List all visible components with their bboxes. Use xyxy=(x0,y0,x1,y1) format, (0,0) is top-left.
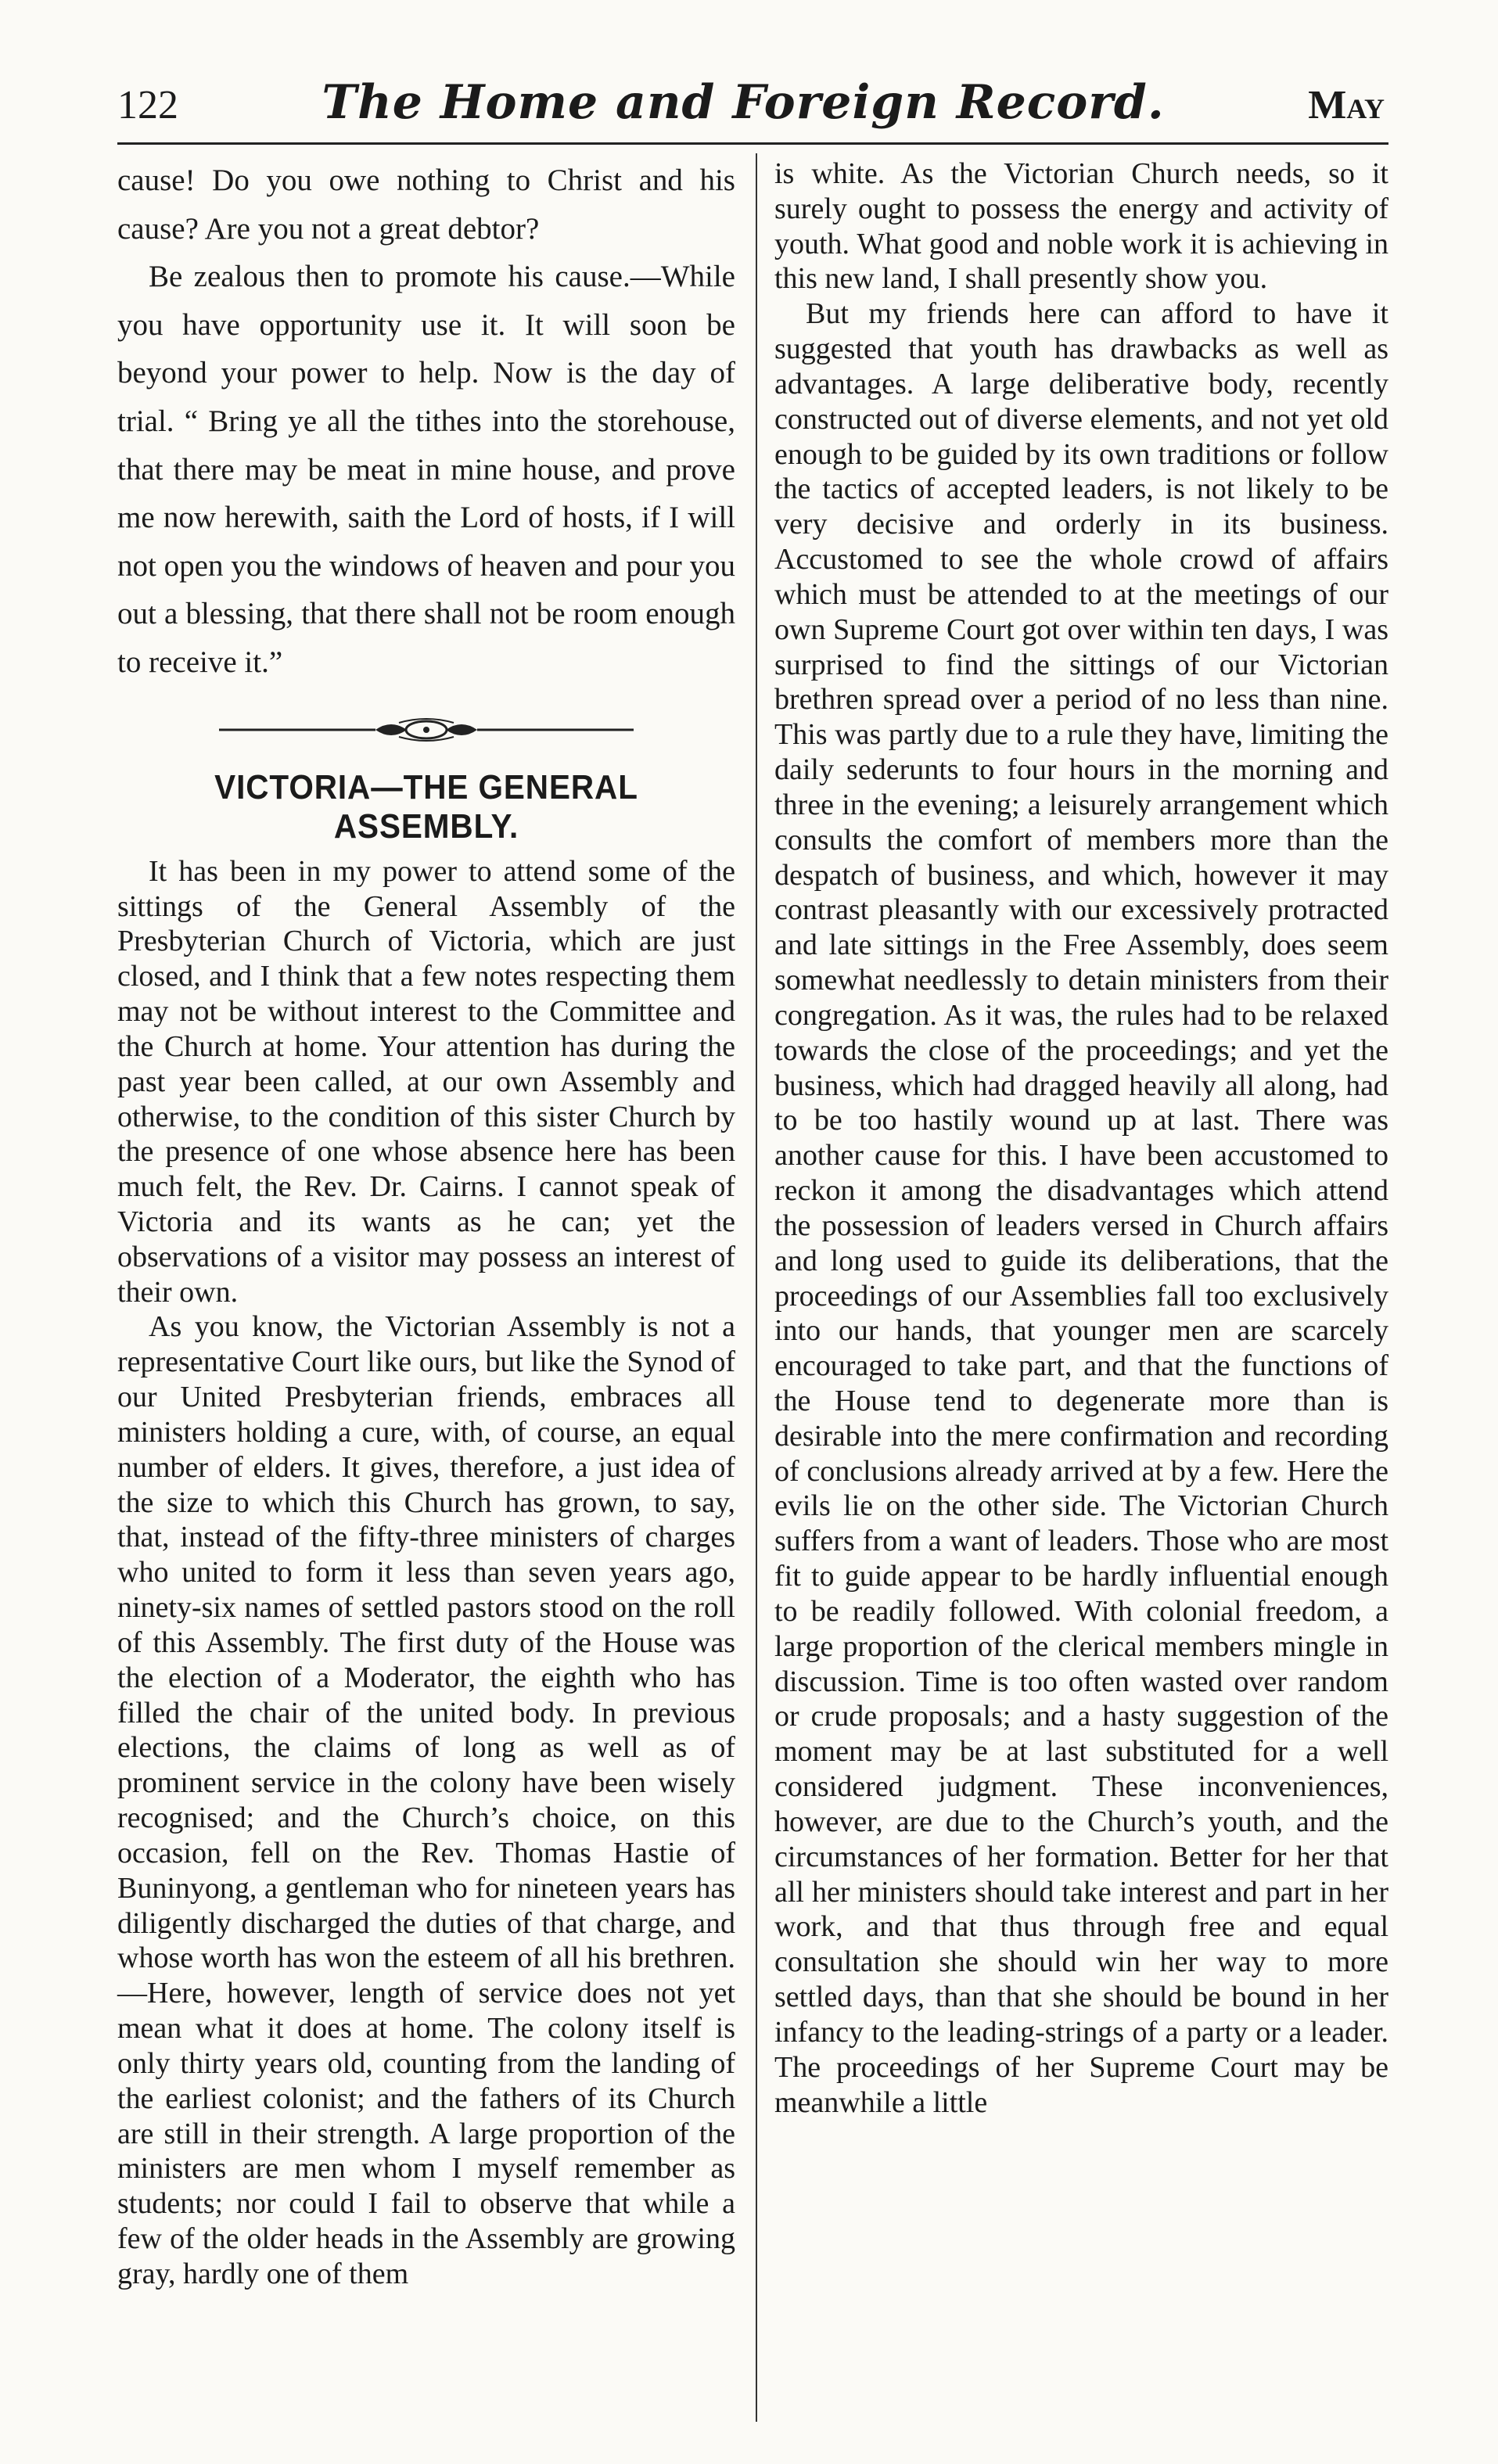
article-paragraph: It has been in my power to attend some of the sittings of the General Assembly of the Presbyterian Church of Victoria, which are just closed, and I think that a few notes respecting them may not be without interest to the Committee and the Church at home. Your attention has during the past year been called, at our own Assembly and otherwise, to the condition of this sister Church by the presence of one whose absence here has been much felt, the Rev. Dr. Cairns. I cannot speak of Victoria and its wants as he can; yet the observations of a visitor may possess an interest of their own. xyxy=(117,854,735,1309)
column-divider xyxy=(756,153,757,2422)
article-paragraph: is white. As the Victorian Church needs, so it surely ought to possess the energy and activity of youth. What good and noble work it is achieving in this new land, I shall presently show you. xyxy=(774,157,1388,296)
intro-paragraph: cause! Do you owe nothing to Christ and his cause? Are you not a great debtor? xyxy=(117,163,735,246)
page-month: May xyxy=(1308,83,1385,128)
ornament-divider-icon xyxy=(117,718,735,742)
page-number: 122 xyxy=(117,83,178,128)
article-paragraph: As you know, the Victorian Assembly is not a representative Court like ours, but like the Synod of our United Presbyterian friends, embraces all ministers holding a cure, with, of course, an equal number of elders. It gives, therefore, a just idea of the size to which this Church has grown, to say, that, instead of the fifty-three ministers of charges who united to form it less than seven years ago, ninety-six names of settled pastors stood on the roll of this Assembly. The first duty of the House was the election of a Moderator, the eighth who has filled the chair of the united body. In previous elections, the claims of long as well as of prominent service in the colony have been wisely recognised; and the Church’s choice, on this occasion, fell on the Rev. Thomas Hastie of Buninyong, a gentleman who for nineteen years has diligently discharged the duties of that charge, and whose worth has won the esteem of all his brethren.—Here, however, length of service does not yet mean what it does at home. The colony itself is only thirty years old, counting from the landing of the earliest colonist; and the fathers of its Church are still in their strength. A large proportion of the ministers are men whom I myself remember as students; nor could I fail to observe that while a few of the older heads in the Assembly are growing gray, hardly one of them xyxy=(117,1310,735,2290)
left-column xyxy=(117,156,735,2292)
article-title: VICTORIA—THE GENERAL ASSEMBLY. xyxy=(214,767,638,846)
header-rule xyxy=(117,142,1388,145)
right-column xyxy=(774,156,1388,2120)
journal-title: The Home and Foreign Record. xyxy=(322,75,1165,130)
intro-paragraph: Be zealous then to promote his cause.—While you have opportunity use it. It will soon be beyond your power to help. Now is the day of trial. “ Bring ye all the tithes into the storehouse, that there may be meat in mine house, and prove me now herewith, saith the Lord of hosts, if I will not open you the windows of heaven and pour you out a blessing, that there shall not be room enough to receive it.” xyxy=(117,260,735,680)
page-header xyxy=(117,75,1385,130)
article-paragraph: But my friends here can afford to have it suggested that youth has drawbacks as well as advantages. A large deliberative body, recently constructed out of diverse elements, and not yet old enough to be guided by its own traditions or follow the tactics of accepted leaders, is not likely to be very decisive and orderly in its business. Accustomed to see the whole crowd of affairs which must be attended to at the meetings of our own Supreme Court got over within ten days, I was surprised to find the sittings of our Victorian brethren spread over a period of no less than nine. This was partly due to a rule they have, limiting the daily sederunts to four hours in the morning and three in the evening; a leisurely arrangement which consults the comfort of members more than the despatch of business, and which, however it may contrast pleasantly with our excessively protracted and late sittings in the Free Assembly, does seem somewhat needlessly to detain ministers from their congregation. As it was, the rules had to be relaxed towards the close of the proceedings; and yet the business, which had dragged heavily all along, had to be too hastily wound up at last. There was another cause for this. I have been accustomed to reckon it among the disadvantages which attend the possession of leaders versed in Church affairs and long used to guide its deliberations, that the proceedings of our Assemblies fall too exclusively into our hands, that younger men are scarcely encouraged to take part, and that the functions of the House tend to degenerate more than is desirable into the mere confirmation and recording of conclusions already arrived at by a few. Here the evils lie on the other side. The Victorian Church suffers from a want of leaders. Those who are most fit to guide appear to be hardly influential enough to be readily followed. With colonial freedom, a large proportion of the clerical members mingle in discussion. Time is too often wasted over random or crude proposals; and a hasty suggestion of the moment may be at last substituted for a well considered judgment. These inconveniences, however, are due to the Church’s youth, and the circumstances of her formation. Better for her that all her ministers should take interest and part in her work, and that thus through free and equal consultation she should win her way to more settled days, than that she should be bound in her infancy to the leading-strings of a party or a leader. The proceedings of her Supreme Court may be meanwhile a little xyxy=(774,297,1388,2119)
